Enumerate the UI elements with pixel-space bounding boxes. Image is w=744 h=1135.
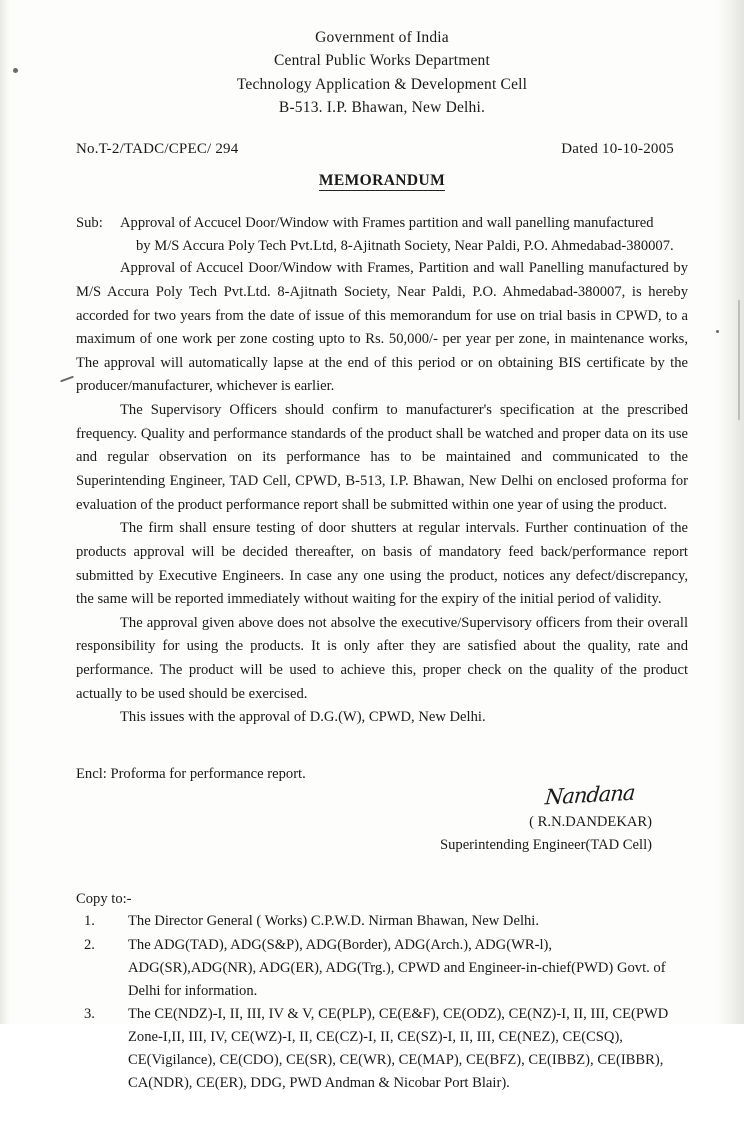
list-item [76,1003,688,1094]
subject-line-1: Approval of Accucel Door/Window with Frames partition and wall panelling manufactured [120,215,654,231]
copy-item-line: The CE(NDZ)-I, II, III, IV & V, CE(PLP), CE(E&F), CE(ODZ), CE(NZ)-I, II, III, CE(PWD [128,1006,669,1023]
copy-item-number: 3. [84,1006,95,1023]
copy-item-line: The ADG(TAD), ADG(S&P), ADG(Border), ADG(Arch.), ADG(WR-l), [128,937,553,954]
page-title [76,172,688,190]
copy-item-line: CA(NDR), CE(ER), DDG, PWD Andman & Nicobar Port Blair). [128,1074,510,1091]
letterhead [76,26,688,119]
copy-item-line: Zone-I,II, III, IV, CE(WZ)-I, II, CE(CZ)-I, II, CE(SZ)-I, II, III, CE(NEZ), CE(CSQ), [128,1029,623,1046]
body-paragraph-2: The Supervisory Officers should confirm to manufacturer's specification at the prescribed frequency. Quality and performance standards of the product shall be watched and proper data on its use and regular observation on its performance has to be maintained and communicated to the Superintending Engineer, TAD Cell, CPWD, B-513, I.P. Bhawan, New Delhi on enclosed proforma for evaluation of the product performance report shall be submitted within one year of using the product. [76,402,688,513]
body-paragraph-4: The approval given above does not absolve the executive/Supervisory officers from their overall responsibility for using the products. It is only after they are satisfied about the quality, rate and performance. The product will be used to achieve this, proper check on the quality of the product actually to be used should be exercised. [76,614,688,702]
copy-item-line: CE(Vigilance), CE(CDO), CE(SR), CE(WR), CE(MAP), CE(BFZ), CE(IBBZ), CE(IBBR), [128,1051,664,1068]
reference-number: No.T-2/TADC/CPEC/ 294 [76,141,239,157]
handwritten-signature: Nandana [543,780,636,810]
reference-row [76,141,688,158]
page-title-text: MEMORANDUM [318,172,446,189]
copy-item-line: Delhi for information. [128,982,258,999]
copy-item-text [128,910,688,933]
signatory-name: ( R.N.DANDEKAR) [529,813,652,830]
copy-item-line: The Director General ( Works) C.P.W.D. Nirman Bhawan, New Delhi. [128,913,539,930]
body-paragraph-3: The firm shall ensure testing of door shutters at regular intervals. Further continuation of the products approval will be decided thereafter, on basis of mandatory feed back/performance report submitted by Executive Engineers. In case any one using the product, notices any defect/discrepancy, the same will be reported immediately without waiting for the expiry of the initial period of validity. [76,520,688,608]
copy-item-number: 1. [84,913,95,930]
copy-item-text [128,934,688,1002]
subject-block [76,212,688,257]
subject-label: Sub: [76,215,103,231]
footer-space [76,1095,688,1135]
list-item [76,934,688,1002]
letterhead-line-4: B-513. I.P. Bhawan, New Delhi. [278,98,486,116]
list-item [76,910,688,933]
signatory-designation: Superintending Engineer(TAD Cell) [439,836,652,853]
subject-body [120,212,688,257]
body-paragraph-5: This issues with the approval of D.G.(W), CPWD, New Delhi. [120,709,486,726]
enclosure-note: Encl: Proforma for performance report. [76,766,306,783]
reference-date: Dated 10-10-2005 [561,141,674,157]
copy-item-line: ADG(SR),ADG(NR), ADG(ER), ADG(Trg.), CPWD and Engineer-in-chief(PWD) Govt. of [128,959,666,976]
copy-item-text [128,1003,688,1094]
letterhead-line-1: Government of India [315,29,449,46]
body-paragraph-1: Approval of Accucel Door/Window with Frames, Partition and wall Panelling manufactured by M/S Accura Poly Tech Pvt.Ltd. 8-Ajitnath Society, Near Paldi, P.O. Ahmedabad-380007, is hereby accorded for two years from the date of issue of this memorandum for use on trial basis in CPWD, to a maximum of one work per zone costing upto to Rs. 50,000/- per year per zone, in maintenance works, The approval will automatically lapse at the end of this period or on obtaining BIS certificate by the producer/manufacturer, whichever is earlier. [76,260,688,395]
subject-line-2: by M/S Accura Poly Tech Pvt.Ltd, 8-Ajitnath Society, Near Paldi, P.O. Ahmedabad-380007. [136,237,674,254]
copy-to-heading: Copy to:- [76,891,132,908]
letterhead-line-2: Central Public Works Department [273,52,491,70]
letterhead-line-3: Technology Application & Development Cell [236,75,528,93]
signature-block [76,779,688,857]
copy-to-section [76,891,688,1094]
copy-to-list [76,910,688,1094]
copy-item-number: 2. [84,937,95,954]
